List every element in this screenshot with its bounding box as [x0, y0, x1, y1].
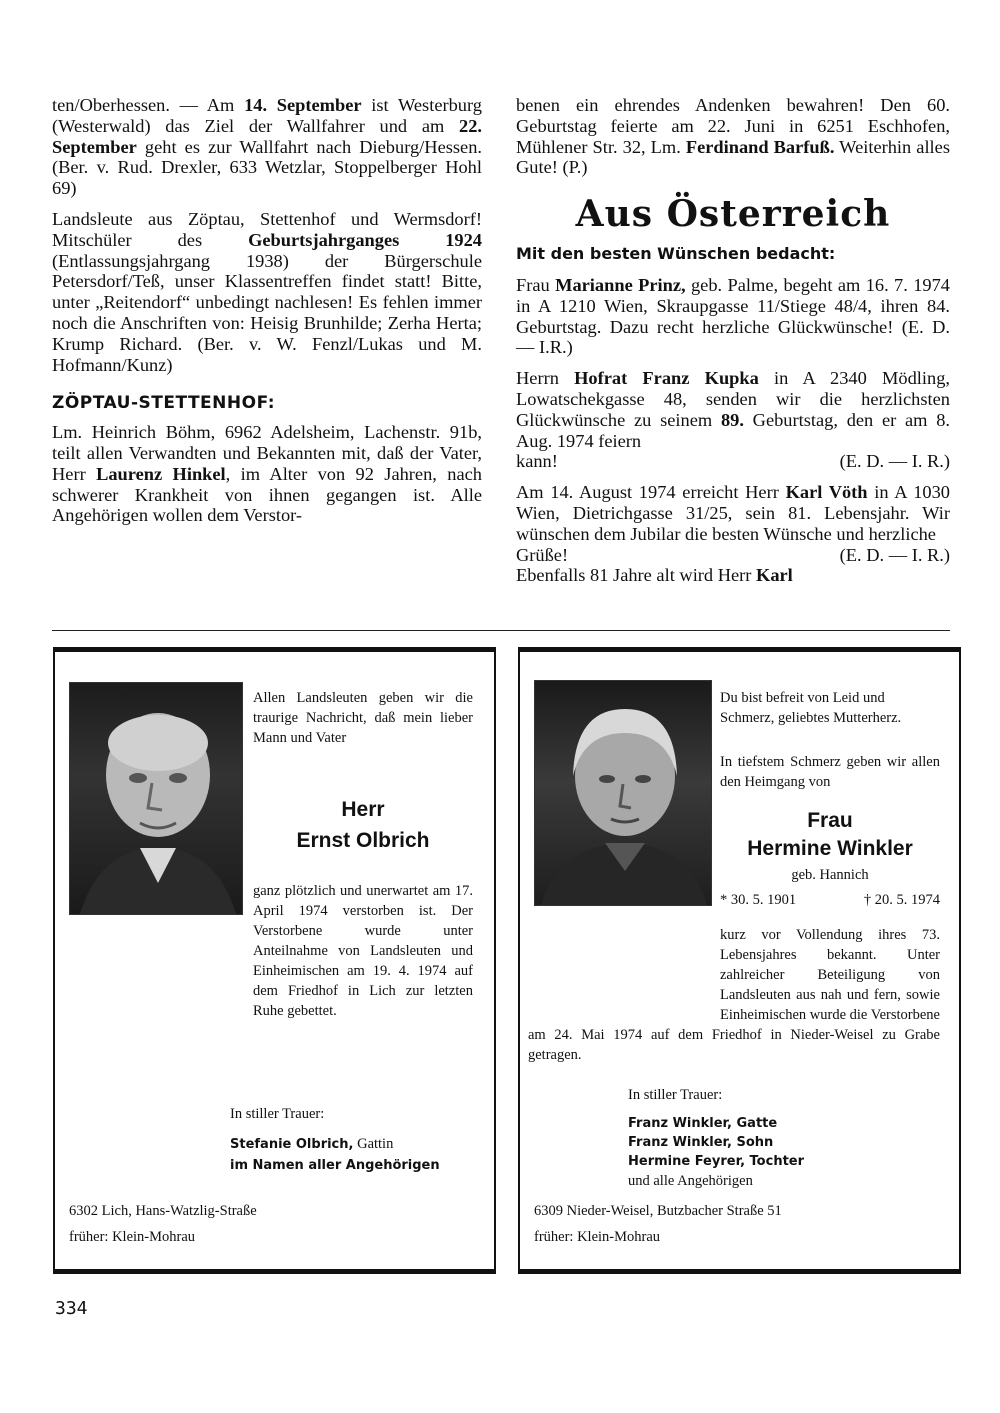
winkler-address: 6309 Nieder-Weisel, Butzbacher Straße 51	[534, 1203, 782, 1219]
winkler-former-residence: früher: Klein-Mohrau	[534, 1229, 661, 1245]
portrait-woman-icon	[535, 681, 711, 905]
pilgrimage-paragraph: ten/Oberhessen. — Am 14. September ist Westerburg (Westerwald) das Ziel der Wallfahrer und am 22. September geht es zur Wallfahrt nach Dieburg/Hessen. (Ber. v. Rud. Drexler, 633 Wetzlar, Stoppelberger Hohl 69)	[52, 95, 482, 199]
winkler-intro-verse: Du bist befreit von Leid und Schmerz, geliebtes Mutterherz.	[720, 690, 902, 726]
horizontal-divider	[52, 630, 950, 631]
right-column	[516, 95, 950, 586]
obituary-notice-olbrich	[53, 647, 496, 1274]
olbrich-signer1: Stefanie Olbrich, Gattin	[230, 1136, 394, 1152]
winkler-signer1: Franz Winkler, Gatte	[628, 1116, 778, 1131]
winkler-name: Hermine Winkler	[747, 837, 913, 860]
olbrich-name: Ernst Olbrich	[296, 829, 430, 852]
winkler-signer2: Franz Winkler, Sohn	[628, 1135, 774, 1150]
birthday-prinz-paragraph: Frau Marianne Prinz, geb. Palme, begeht am 16. 7. 1974 in A 1210 Wien, Skraupgasse 11/Stiege 48/4, ihren 84. Geburtstag. Dazu recht herzliche Glückwünsche! (E. D. — I.R.)	[516, 274, 951, 358]
portrait-man-icon	[70, 683, 242, 914]
winkler-title: Frau	[807, 809, 853, 832]
class-reunion-paragraph: Landsleute aus Zöptau, Stettenhof und Wermsdorf! Mitschüler des Geburtsjahrganges 1924 (Entlassungsjahrgang 1938) der Bürgerschule Petersdorf/Teß, unser Klassentreffen findet statt! Bitte, unter „Reitendorf“ unbedingt nachlesen! Es fehlen immer noch die Anschriften von: Heisig Brunhilde; Zerha Herta; Krump Richard. (Ber. v. W. Fenzl/Lukas und M. Hofmann/Kunz)	[52, 208, 483, 375]
olbrich-title: Herr	[341, 798, 385, 821]
winkler-maiden-name: geb. Hannich	[791, 867, 869, 883]
portrait-photo-man	[69, 682, 243, 915]
voeth-closing-line: Grüße! (E. D. — I. R.)	[516, 544, 950, 565]
kupka-closing-line: kann! (E. D. — I. R.)	[516, 451, 950, 472]
winkler-signer3: Hermine Feyrer, Tochter	[628, 1154, 805, 1169]
winkler-signer4: und alle Angehörigen	[628, 1173, 753, 1189]
obituary-notice-winkler	[518, 647, 961, 1274]
obituary-hinkel-paragraph: Lm. Heinrich Böhm, 6962 Adelsheim, Lachenstr. 91b, teilt allen Verwandten und Bekannten mit, daß der Vater, Herr Laurenz Hinkel, im Alter von 92 Jahren, nach schwerer Krankheit von ihnen gegangen ist. Alle Angehörigen wollen dem Verstor-	[52, 422, 482, 526]
portrait-photo-woman	[534, 680, 712, 906]
olbrich-former-residence: früher: Klein-Mohrau	[69, 1229, 196, 1245]
winkler-mourning: In stiller Trauer:	[628, 1087, 723, 1103]
olbrich-mourning: In stiller Trauer:	[230, 1106, 325, 1122]
left-column	[52, 95, 482, 536]
olbrich-body: ganz plötzlich und unerwartet am 17. April 1974 verstorben ist. Der Verstorbene wurde unter Anteilnahme von Landsleuten und Einheimischen am 19. 4. 1974 auf dem Friedhof in Lich zur letzten Ruhe gebettet.	[253, 883, 473, 1019]
olbrich-intro: Allen Landsleuten geben wir die traurige Nachricht, daß mein lieber Mann und Vater	[253, 690, 473, 746]
birthday-karl-paragraph: Ebenfalls 81 Jahre alt wird Herr Karl	[516, 565, 793, 586]
page-number: 334	[55, 1298, 88, 1319]
section-title-austria: Aus Österreich	[575, 193, 891, 236]
winkler-dates: * 30. 5. 1901 † 20. 5. 1974	[720, 892, 940, 908]
subheading-best-wishes: Mit den besten Wünschen bedacht:	[516, 244, 836, 264]
winkler-body: kurz vor Vollendung ihres 73. Lebensjahres bekannt. Unter zahlreicher Beteiligung von Landsleuten aus nah und fern, sowie Einheimischen wurde die Verstorbene am 24. Mai 1974 auf dem Friedhof in Nieder-Weisel zu Grabe getragen.	[528, 927, 940, 1063]
olbrich-address: 6302 Lich, Hans-Watzlig-Straße	[69, 1203, 257, 1219]
winkler-intro: In tiefstem Schmerz geben wir allen den Heimgang von	[720, 754, 940, 790]
birthday-voeth-paragraph: Am 14. August 1974 erreicht Herr Karl Vöth in A 1030 Wien, Dietrichgasse 31/25, sein 81. Lebensjahr. Wir wünschen dem Jubilar die besten Wünsche und herzliche	[516, 482, 951, 544]
olbrich-signer2: im Namen aller Angehörigen	[230, 1158, 440, 1173]
section-heading-zoeptau: ZÖPTAU-STETTENHOF:	[52, 393, 276, 414]
birthday-kupka-paragraph: Herrn Hofrat Franz Kupka in A 2340 Mödling, Lowatschekgasse 48, senden wir die herzlichsten Glückwünsche zu seinem 89. Geburtstag, den er am 8. Aug. 1974 feiern	[516, 368, 950, 451]
birthday-barfuss-paragraph: benen ein ehrendes Andenken bewahren! Den 60. Geburtstag feierte am 22. Juni in 6251 Eschhofen, Mühlener Str. 32, Lm. Ferdinand Barfuß. Weiterhin alles Gute! (P.)	[516, 95, 950, 178]
